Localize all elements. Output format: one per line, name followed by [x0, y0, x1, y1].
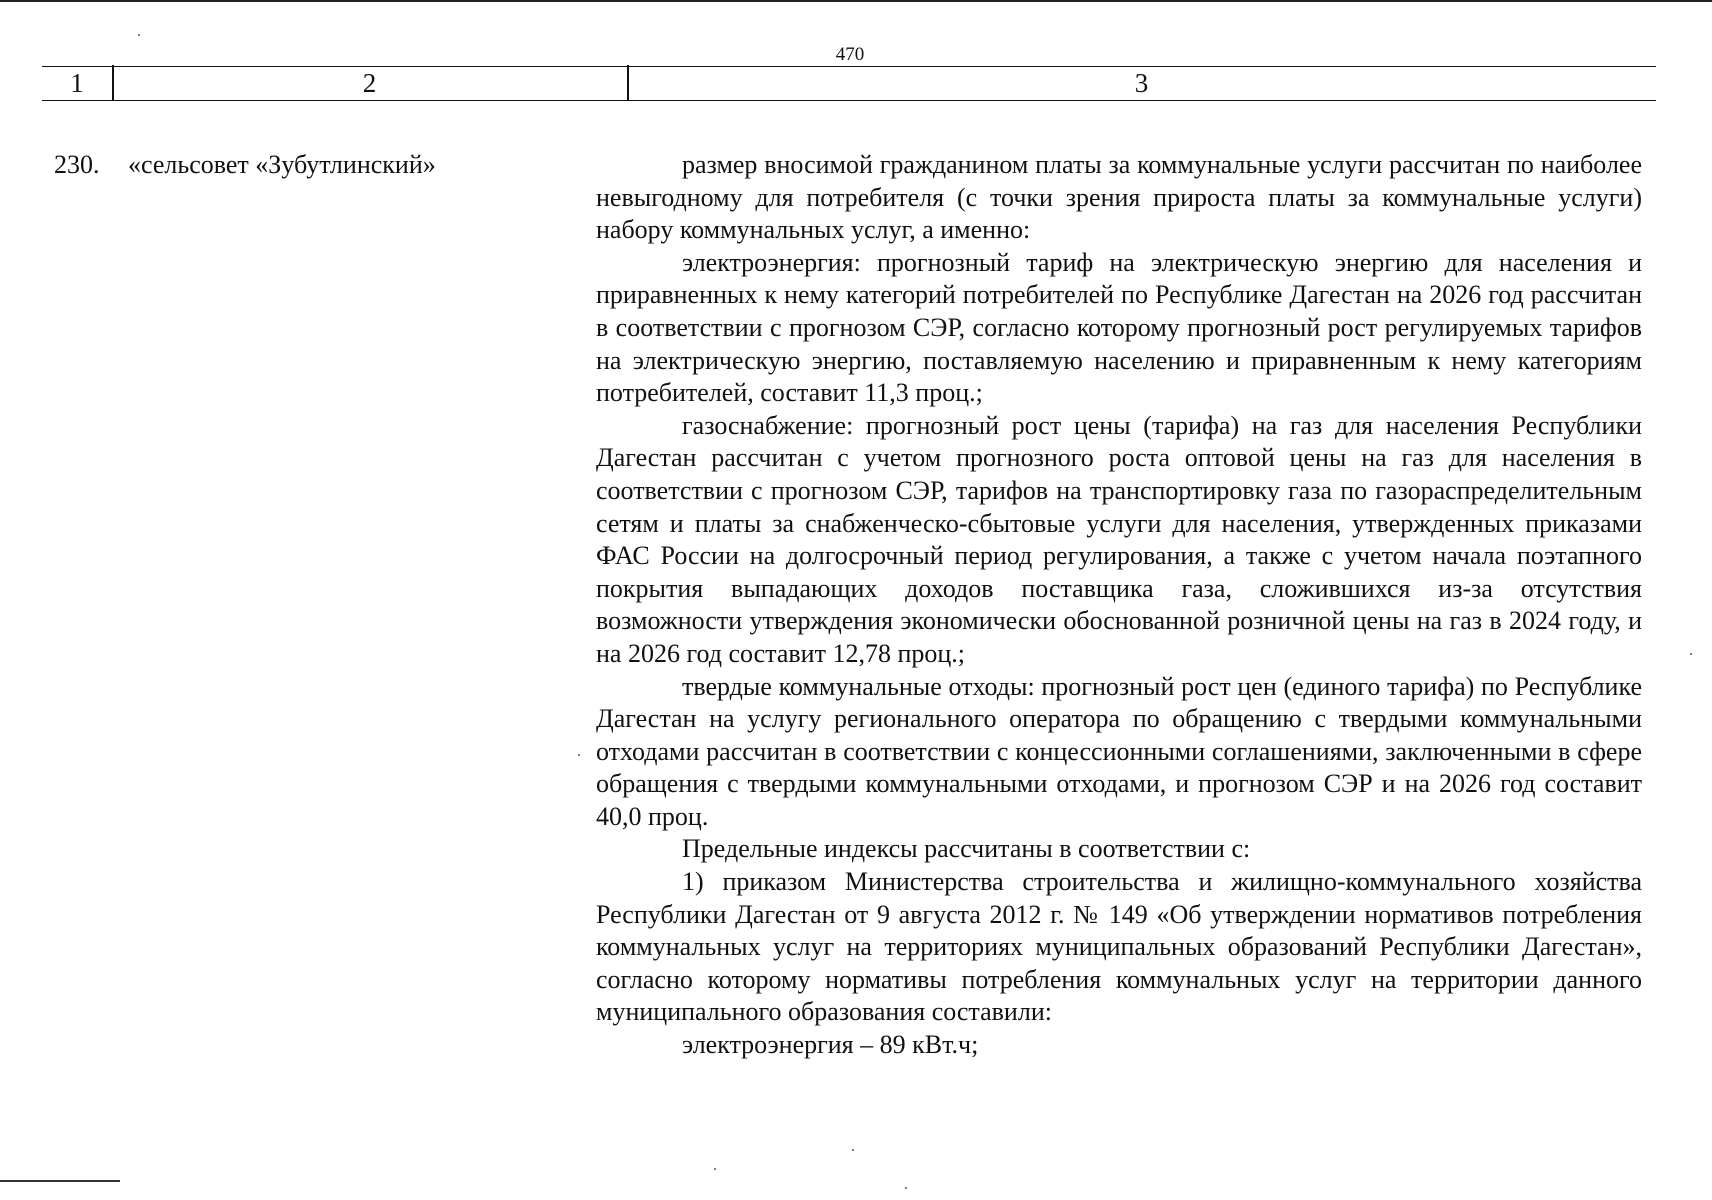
row-description — [596, 149, 1642, 1062]
paragraph: 1) приказом Министерства строительства и жилищно-коммунального хозяйства Республики Дагестан от 9 августа 2012 г. № 149 «Об утверждении нормативов потребления коммунальных услуг на территориях муниципальных образований Республики Дагестан», согласно которому нормативы потребления коммунальных услуг на территории данного муниципального образования составили: — [596, 867, 1642, 1027]
column-divider — [627, 65, 629, 101]
row-number: 230. — [54, 150, 100, 179]
header-cell-1: 1 — [70, 68, 84, 98]
page-number: 470 — [835, 44, 865, 65]
scan-speck — [138, 34, 140, 36]
paragraph: размер вносимой гражданином платы за коммунальные услуги рассчитан по наиболее невыгодному для потребителя (с точки зрения прироста платы за коммунальные услуги) набору коммунальных услуг, а именно: — [596, 150, 1642, 245]
paragraph: электроэнергия – 89 кВт.ч; — [682, 1030, 979, 1060]
header-cell-3: 3 — [1134, 68, 1149, 98]
paragraph: газоснабжение: прогнозный рост цены (тарифа) на газ для населения Республики Дагестан рассчитан с учетом прогнозного роста оптовой цены на газ для населения в соответствии с прогнозом СЭР, тарифов на транспортировку газа по газораспределительным сетям и платы за снабженческо-сбытовые услуги для населения, утвержденных приказами ФАС России на долгосрочный период регулирования, а также с учетом начала поэтапного покрытия выпадающих доходов поставщика газа, сложившихся из-за отсутствия возможности утверждения экономически обоснованной розничной цены на газ в 2024 году, и на 2026 год составит 12,78 проц.; — [596, 410, 1642, 668]
paragraph: Предельные индексы рассчитаны в соответствии с: — [682, 834, 1251, 864]
scan-speck — [852, 1149, 854, 1151]
scan-speck — [578, 754, 580, 756]
paragraph: электроэнергия: прогнозный тариф на электрическую энергию для населения и приравненных к нему категорий потребителей по Республике Дагестан на 2026 год рассчитан в соответствии с прогнозом СЭР, согласно которому прогнозный рост регулируемых тарифов на электрическую энергию, поставляемую населению и приравненным к нему категориям потребителей, составит 11,3 проц.; — [596, 247, 1642, 408]
scan-speck — [1690, 653, 1692, 655]
header-cell-2: 2 — [362, 68, 377, 98]
scan-speck — [714, 1168, 716, 1170]
municipality-name: «сельсовет «Зубутлинский» — [128, 150, 436, 179]
scan-top-edge — [0, 0, 1712, 2]
scan-bottom-edge — [0, 1180, 120, 1182]
scan-speck — [905, 1187, 907, 1189]
paragraph: твердые коммунальные отходы: прогнозный рост цен (единого тарифа) по Республике Дагестан на услугу регионального оператора по обращению с твердыми коммунальными отходами рассчитан в соответствии с концессионными соглашениями, заключенными в сфере обращения с твердыми коммунальными отходами, и прогнозом СЭР и на 2026 год составит 40,0 проц. — [596, 671, 1642, 831]
column-divider — [112, 65, 114, 101]
table-header-row — [42, 66, 1656, 101]
